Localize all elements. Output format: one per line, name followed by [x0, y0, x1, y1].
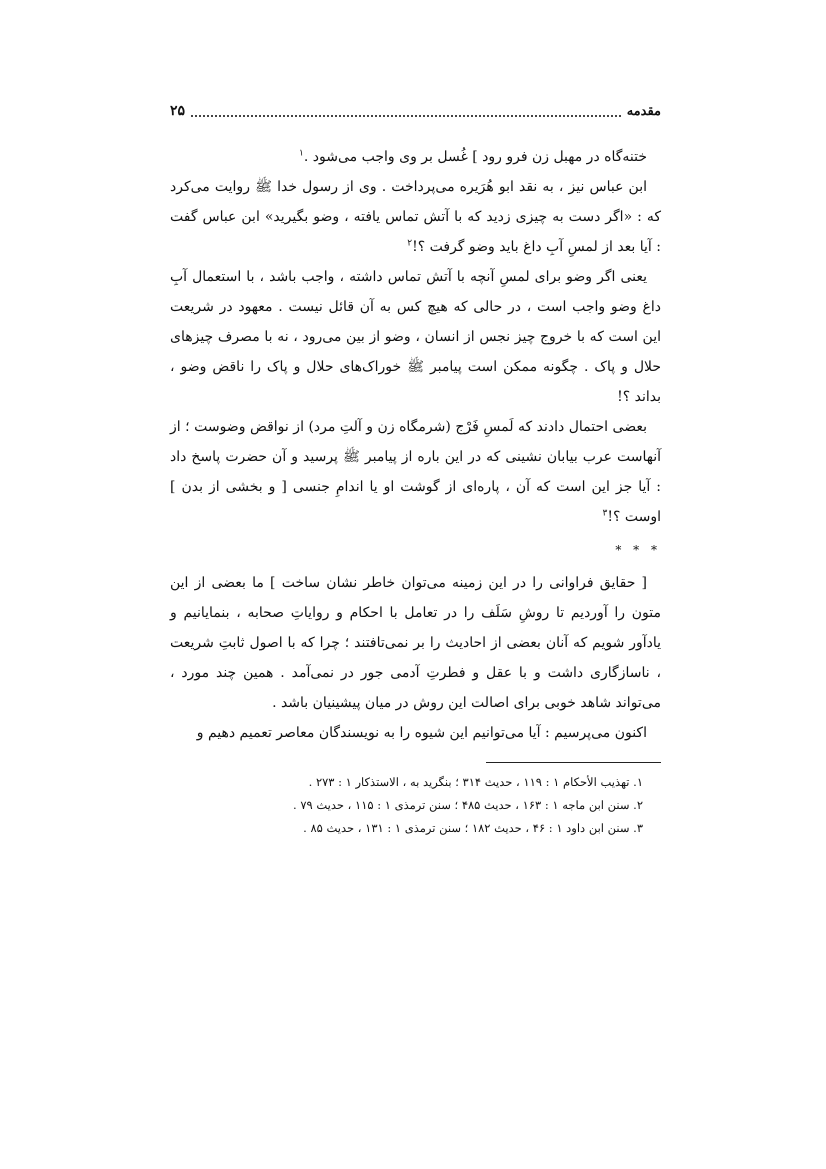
main-text: [170, 142, 661, 748]
paragraph: [ حقایق فراوانی را در این زمینه می‌توان خاطر نشان ساخت ] ما بعضی از این متون را آوردیم تا روشِ سَلَف را در تعامل با احکام و روایاتِ صحابه ، بنمایانیم و یادآور شویم که آنان بعضی از احادیث را بر نمی‌تافتند ؛ چرا که با اصول ثابتِ شریعت ، ناسازگاری داشت و با عقل و فطرتِ آدمی جور در نمی‌آمد . همین چند مورد ، می‌تواند شاهد خوبی برای اصالت این روش در میان پیشینیان باشد .: [170, 575, 661, 711]
footnotes: [170, 771, 661, 840]
footnote-ref: ٣: [602, 508, 608, 519]
paragraph: ختنه‌گاه در مهبل زن فرو رود ] غُسل بر وی واجب می‌شود .$^١$: [299, 148, 647, 165]
page-number: ٢۵: [170, 103, 186, 119]
section-separator: * * *: [615, 543, 661, 557]
leader-dots: [191, 105, 621, 117]
book-page: [170, 98, 661, 840]
footnote: ٣. سنن ابن داود ١ : ۴۶ ، حدیث ١٨٢ ؛ سنن ترمذی ١ : ١٣١ ، حدیث ٨۵ .: [303, 821, 643, 835]
paragraph: یعنی اگر وضو برای لمسِ آنچه با آتش تماس داشته ، واجب باشد ، با استعمال آبِ داغ وضو واجب است ، در حالی که هیچ کس به آن قائل نیست . معهود در شریعت این است که با خروج چیز نجس از انسان ، وضو از بین می‌رود ، نه با مصرف چیزهای حلال و پاک . چگونه ممکن است پیامبر ﷺ خوراک‌های حلال و پاک را ناقض وضو ، بداند ؟!: [170, 269, 661, 405]
footnote: ٢. سنن ابن ماجه ١ : ١۶٣ ، حدیث ۴٨۵ ؛ سنن ترمذی ١ : ١١۵ ، حدیث ٧٩ .: [293, 798, 643, 812]
footnote-rule: [486, 762, 661, 763]
running-header: [170, 98, 661, 124]
paragraph: بعضی احتمال دادند که لَمسِ فَرْج (شرمگاه زن و آلتِ مرد) از نواقض وضوست ؛ از آنهاست عرب بیابان نشینی که در این باره از پیامبر ﷺ پرسید و آن حضرت پاسخ داد : آیا جز این است که آن ، پاره‌ای از گوشت او یا اندامِ جنسی [ و بخشی از بدن ] اوست ؟!$^٣$: [170, 419, 661, 525]
footnote-ref: ١: [299, 148, 304, 159]
footnote: ١. تهذیب الأحکام ١ : ١١٩ ، حدیث ٣١۴ ؛ بنگرید به ، الاستذکار ١ : ٢٧٣ .: [308, 775, 643, 789]
chapter-title: مقدمه: [626, 103, 661, 119]
paragraph: اکنون می‌پرسیم : آیا می‌توانیم این شیوه را به نویسندگان معاصر تعمیم دهیم و: [196, 725, 647, 741]
paragraph: ابن عباس نیز ، به نقد ابو هُرَیره می‌پرداخت . وی از رسول خدا ﷺ روایت می‌کرد که : «اگر دست به چیزی زدید که با آتش تماس یافته ، وضو بگیرید» ابن عباس گفت : آیا بعد از لمسِ آبِ داغ باید وضو گرفت ؟!$^٢$: [170, 179, 661, 255]
footnote-ref: ٢: [407, 238, 413, 249]
